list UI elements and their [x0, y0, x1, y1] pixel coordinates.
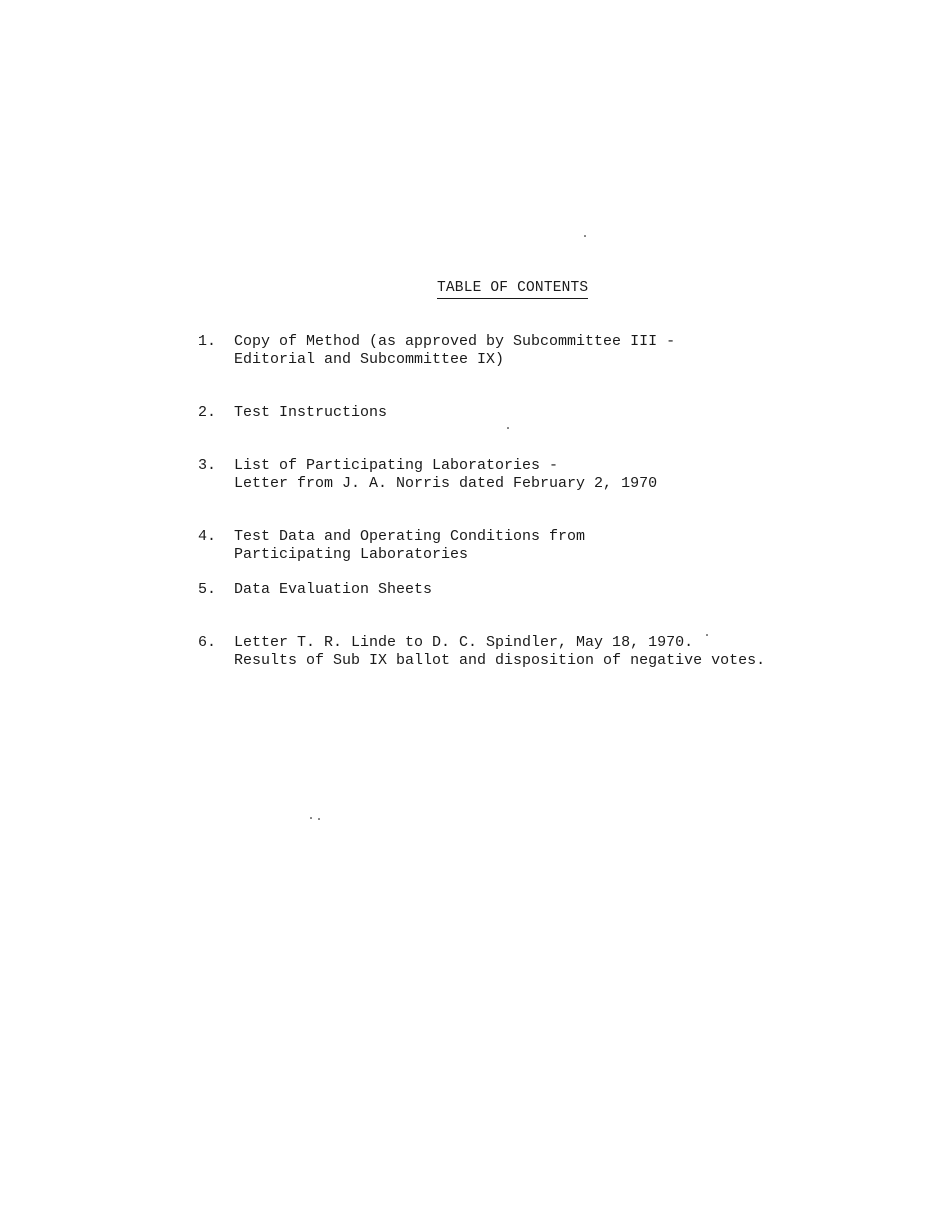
scan-speck	[584, 235, 586, 237]
toc-item-line: Test Instructions	[234, 404, 388, 421]
scan-speck	[318, 818, 320, 820]
scan-speck	[507, 427, 509, 429]
toc-item-line: Participating Laboratories	[234, 546, 469, 563]
toc-item-text	[234, 528, 585, 564]
toc-item-text	[234, 457, 657, 493]
toc-item-number: 4.	[198, 528, 217, 545]
toc-item-line: Test Data and Operating Conditions from	[234, 528, 586, 545]
scan-speck	[706, 634, 708, 636]
scan-speck	[310, 817, 312, 819]
toc-item-text	[234, 404, 387, 422]
toc-item-number: 5.	[198, 581, 217, 598]
toc-item-line: List of Participating Laboratories -	[234, 457, 559, 474]
toc-item-number: 3.	[198, 457, 217, 474]
toc-item-text	[234, 634, 765, 670]
toc-item-text	[234, 581, 432, 599]
toc-item-number: 6.	[198, 634, 217, 651]
toc-item-number: 2.	[198, 404, 217, 421]
toc-item-line: Editorial and Subcommittee IX)	[234, 351, 505, 368]
page-title: TABLE OF CONTENTS	[437, 280, 588, 299]
toc-item-text	[234, 333, 675, 369]
toc-item-line: Letter from J. A. Norris dated February 2, 1970	[234, 475, 658, 492]
toc-item-line: Letter T. R. Linde to D. C. Spindler, May 18, 1970.	[234, 634, 694, 651]
toc-item-line: Results of Sub IX ballot and disposition of negative votes.	[234, 652, 766, 669]
toc-item-number: 1.	[198, 333, 217, 350]
toc-item-line: Copy of Method (as approved by Subcommittee III -	[234, 333, 676, 350]
toc-item-line: Data Evaluation Sheets	[234, 581, 433, 598]
